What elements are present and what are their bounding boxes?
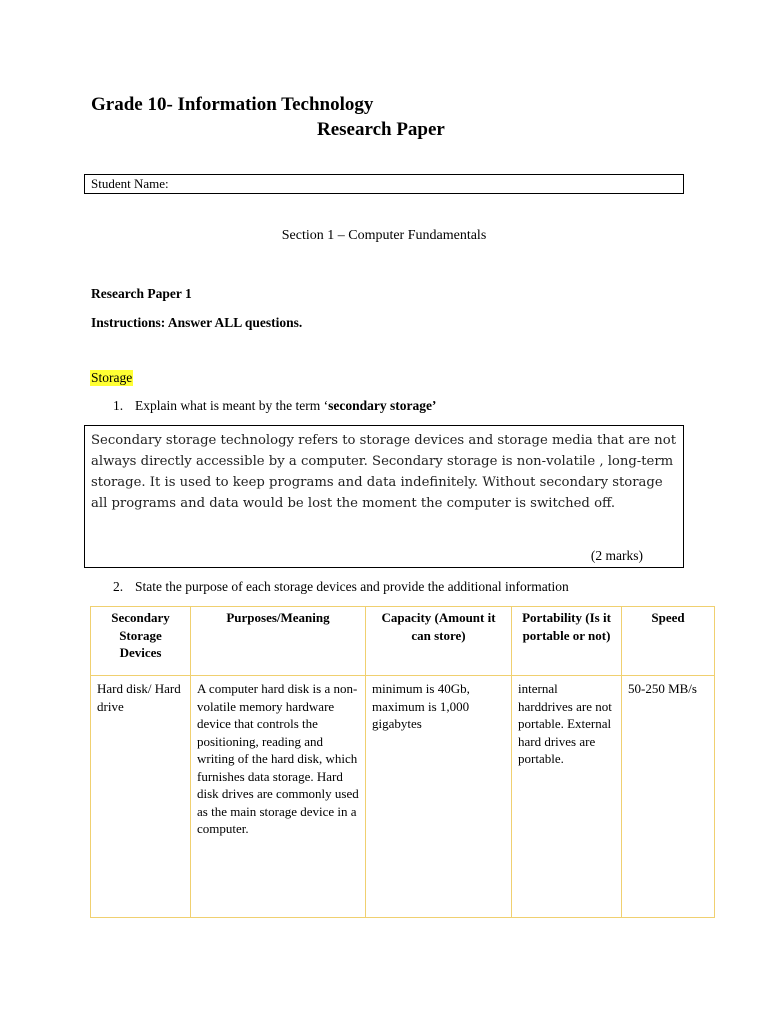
question-2 <box>113 579 569 595</box>
question-1-text: Explain what is meant by the term ‘ <box>135 398 329 413</box>
student-name-label: Student Name: <box>91 176 169 191</box>
research-paper-label: Research Paper 1 <box>91 286 192 301</box>
question-1 <box>113 398 436 414</box>
question-2-number: 2. <box>113 579 124 594</box>
storage-devices-table <box>90 606 715 918</box>
table-header-row <box>91 607 715 676</box>
instructions: Instructions: Answer ALL questions. <box>91 315 303 330</box>
question-2-text: State the purpose of each storage devices and provide the additional information <box>135 579 569 594</box>
answer-box-1[interactable] <box>84 425 684 568</box>
marks-label: (2 marks) <box>590 548 643 563</box>
answer-1-text: Secondary storage technology refers to storage devices and storage media that are not always directly accessible by a computer. Secondary storage is non-volatile , long-term storage. It is used to keep programs and data indefinitely. Without secondary storage all programs and data would be lost the moment the computer is switched off. <box>91 433 677 511</box>
cell-purpose[interactable]: A computer hard disk is a non-volatile memory hardware device that controls the positioning, reading and writing of the hard disk, which furnishes data storage. Hard disk drives are commonly used as the main storage device in a computer. <box>191 676 366 918</box>
document-title: Grade 10- Information Technology <box>91 94 374 115</box>
table-row <box>91 676 715 918</box>
question-1-term: secondary storage’ <box>328 398 437 413</box>
student-name-field[interactable] <box>84 174 684 194</box>
header-speed: Speed <box>622 607 715 676</box>
header-capacity: Capacity (Amount it can store) <box>366 607 512 676</box>
question-1-number: 1. <box>113 398 124 413</box>
cell-speed[interactable]: 50-250 MB/s <box>622 676 715 918</box>
header-secondary-storage-devices: Secondary Storage Devices <box>91 607 191 676</box>
topic-label: Storage <box>91 370 133 385</box>
header-purposes-meaning: Purposes/Meaning <box>191 607 366 676</box>
cell-portability[interactable]: internal harddrives are not portable. External hard drives are portable. <box>512 676 622 918</box>
document-subtitle: Research Paper <box>317 119 445 140</box>
cell-capacity[interactable]: minimum is 40Gb, maximum is 1,000 gigabytes <box>366 676 512 918</box>
cell-device[interactable]: Hard disk/ Hard drive <box>91 676 191 918</box>
header-portability: Portability (Is it portable or not) <box>512 607 622 676</box>
section-heading: Section 1 – Computer Fundamentals <box>281 228 487 243</box>
